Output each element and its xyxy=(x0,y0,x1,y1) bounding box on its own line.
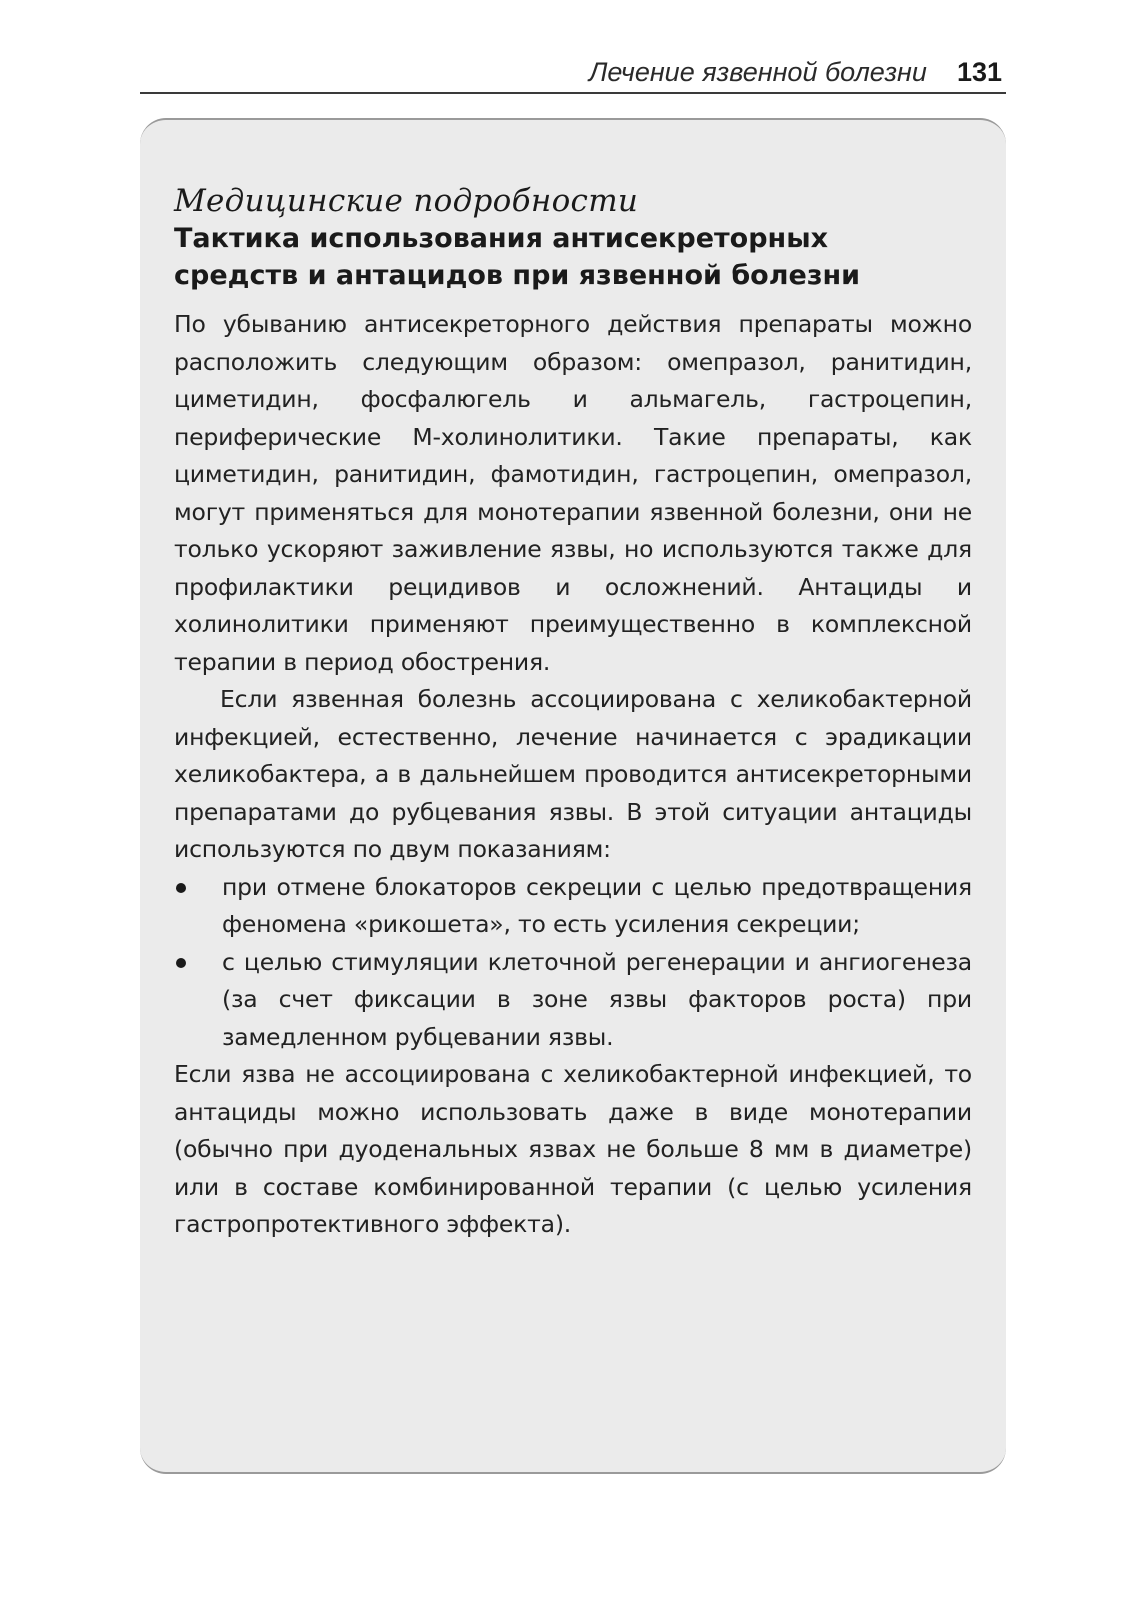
running-title: Лечение язвенной болезни xyxy=(588,56,927,87)
bullet-list xyxy=(174,869,972,1057)
bullet-icon xyxy=(176,883,186,893)
list-item xyxy=(174,944,972,1057)
sidebar-label: Медицинские подробности xyxy=(174,183,639,219)
list-item xyxy=(174,869,972,944)
sidebar-box xyxy=(140,118,1006,1474)
page-number: 131 xyxy=(956,56,1002,87)
paragraph-1: По убыванию антисекреторного действия препараты можно расположить следующим образом: омепразол, ранитидин, циметидин, фосфалюгель и альмагель, гастроцепин, периферические М-холинолитики. Такие препараты, как циметидин, ранитидин, фамотидин, гастроцепин, омепразол, могут применяться для монотерапии язвенной болезни, они не только ускоряют заживление язвы, но используются также для профилактики рецидивов и осложнений. Антациды и холинолитики применяют преимущественно в комплексной терапии в период обострения. xyxy=(174,310,972,676)
list-item-text: с целью стимуляции клеточной регенерации и ангиогенеза (за счет фиксации в зоне язвы факторов роста) при замедленном рубцевании язвы. xyxy=(222,947,972,1051)
sidebar-heading: Тактика использования антисекреторных средств и антацидов при язвенной болезни xyxy=(174,223,861,292)
paragraph-2: Если язвенная болезнь ассоциирована с хеликобактерной инфекцией, естественно, лечение начинается с эрадикации хеликобактера, а в дальнейшем проводится антисекреторными препаратами до рубцевания язвы. В этой ситуации антациды используются по двум показаниям: xyxy=(174,685,972,864)
list-item-text: при отмене блокаторов секреции с целью предотвращения феномена «рикошета», то есть усиления секреции; xyxy=(222,872,972,939)
bullet-icon xyxy=(176,958,186,968)
closing-paragraph: Если язва не ассоциирована с хеликобактерной инфекцией, то антациды можно использовать даже в виде монотерапии (обычно при дуоденальных язвах не больше 8 мм в диаметре) или в составе комбинированной терапии (с целью усиления гастропротективного эффекта). xyxy=(174,1060,972,1239)
running-header xyxy=(140,52,1006,94)
